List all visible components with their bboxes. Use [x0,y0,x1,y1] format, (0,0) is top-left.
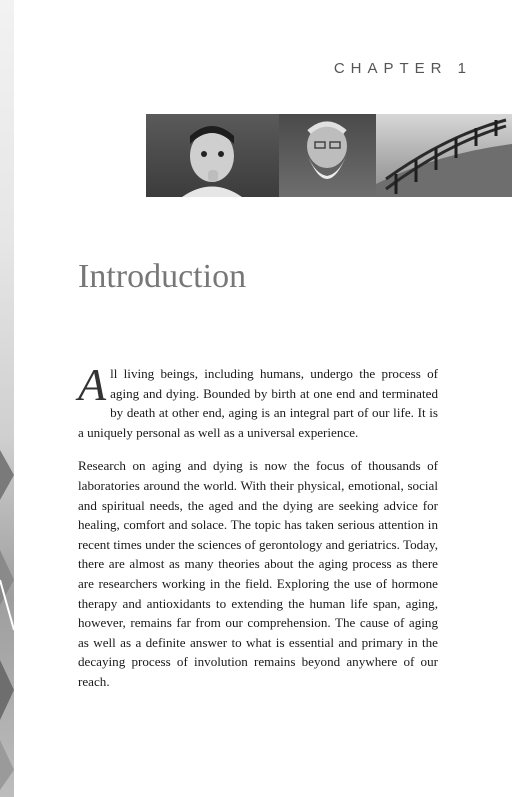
child-photo [146,114,279,197]
page-edge-decoration [0,0,14,797]
chapter-photo-strip [146,114,512,197]
paragraph-2: Research on aging and dying is now the focus of thousands of laboratories around the world. With their physical, emotional, social and spiritual needs, the aged and the dying are seeking advice for healing, comfort and solace. The topic has taken serious attention in recent times under the sciences of gerontology and geriatrics. Today, there are almost as many theories about the aging process as there are researchers working in the field. Exploring the use of hormone therapy and antioxidants to extending the human life span, aging, however, remains far from our comprehension. The cause of aging as well as a definite answer to what is essential and primary in the decaying process of involution remains beyond anywhere of our reach. [78,458,438,689]
paragraph-1 [78,359,438,442]
fence-photo [376,114,512,197]
chapter-body [78,359,438,706]
elder-photo [279,114,376,197]
drop-cap: A [78,359,107,410]
chapter-title: Introduction [78,258,247,295]
chapter-label: CHAPTER 1 [333,60,472,77]
paragraph-1-text: ll living beings, including humans, undergo the process of aging and dying. Bounded by birth at one end and terminated by death at other end, aging is an integral part of our life. It is a uniquely personal as well as a universal experience. [78,366,438,440]
decorative-pattern [0,430,14,797]
